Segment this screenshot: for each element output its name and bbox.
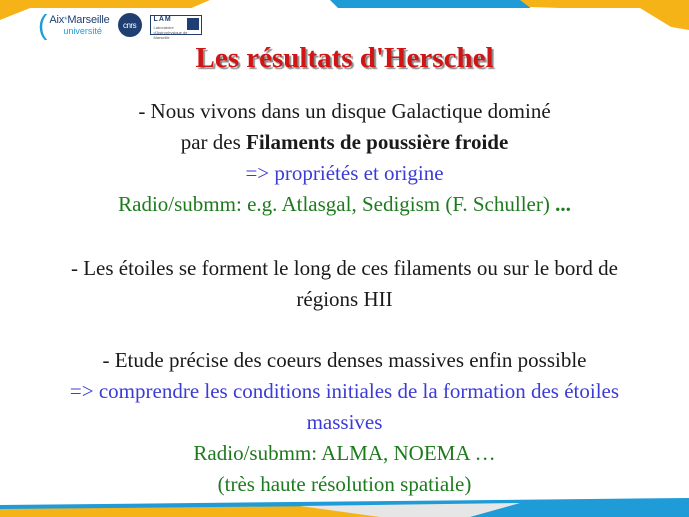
text-line: massives <box>306 410 383 434</box>
bold-phrase: Filaments de poussière froide <box>246 130 509 154</box>
slide-content <box>28 96 661 500</box>
lam-logo: LAM Laboratoire d'Astrophysique de Marseille <box>150 15 202 35</box>
text-line: => propriétés et origine <box>245 161 444 185</box>
cnrs-logo: cnrs <box>118 13 142 37</box>
logo-bar <box>38 10 202 40</box>
text-line: - Etude précise des coeurs denses massives enfin possible <box>102 348 587 372</box>
text-line: par des Filaments de poussière froide <box>180 130 509 154</box>
text-line: (très haute résolution spatiale) <box>217 472 472 496</box>
slide-title: Les résultats d'Herschel <box>195 42 494 74</box>
text-line: Radio/submm: e.g. Atlasgal, Sedigism (F. Schuller) ... <box>118 192 571 216</box>
amu-logo: ( Aix*Marseille université <box>38 9 110 40</box>
text-line: - Nous vivons dans un disque Galactique dominé <box>138 99 551 123</box>
text-line: régions HII <box>296 287 393 311</box>
text-line: - Les étoiles se forment le long de ces filaments ou sur le bord de <box>70 256 618 280</box>
text-line: Radio/submm: ALMA, NOEMA … <box>193 441 496 465</box>
text-line: => comprendre les conditions initiales de la formation des étoiles <box>69 379 620 403</box>
lam-mark-icon <box>187 18 199 30</box>
